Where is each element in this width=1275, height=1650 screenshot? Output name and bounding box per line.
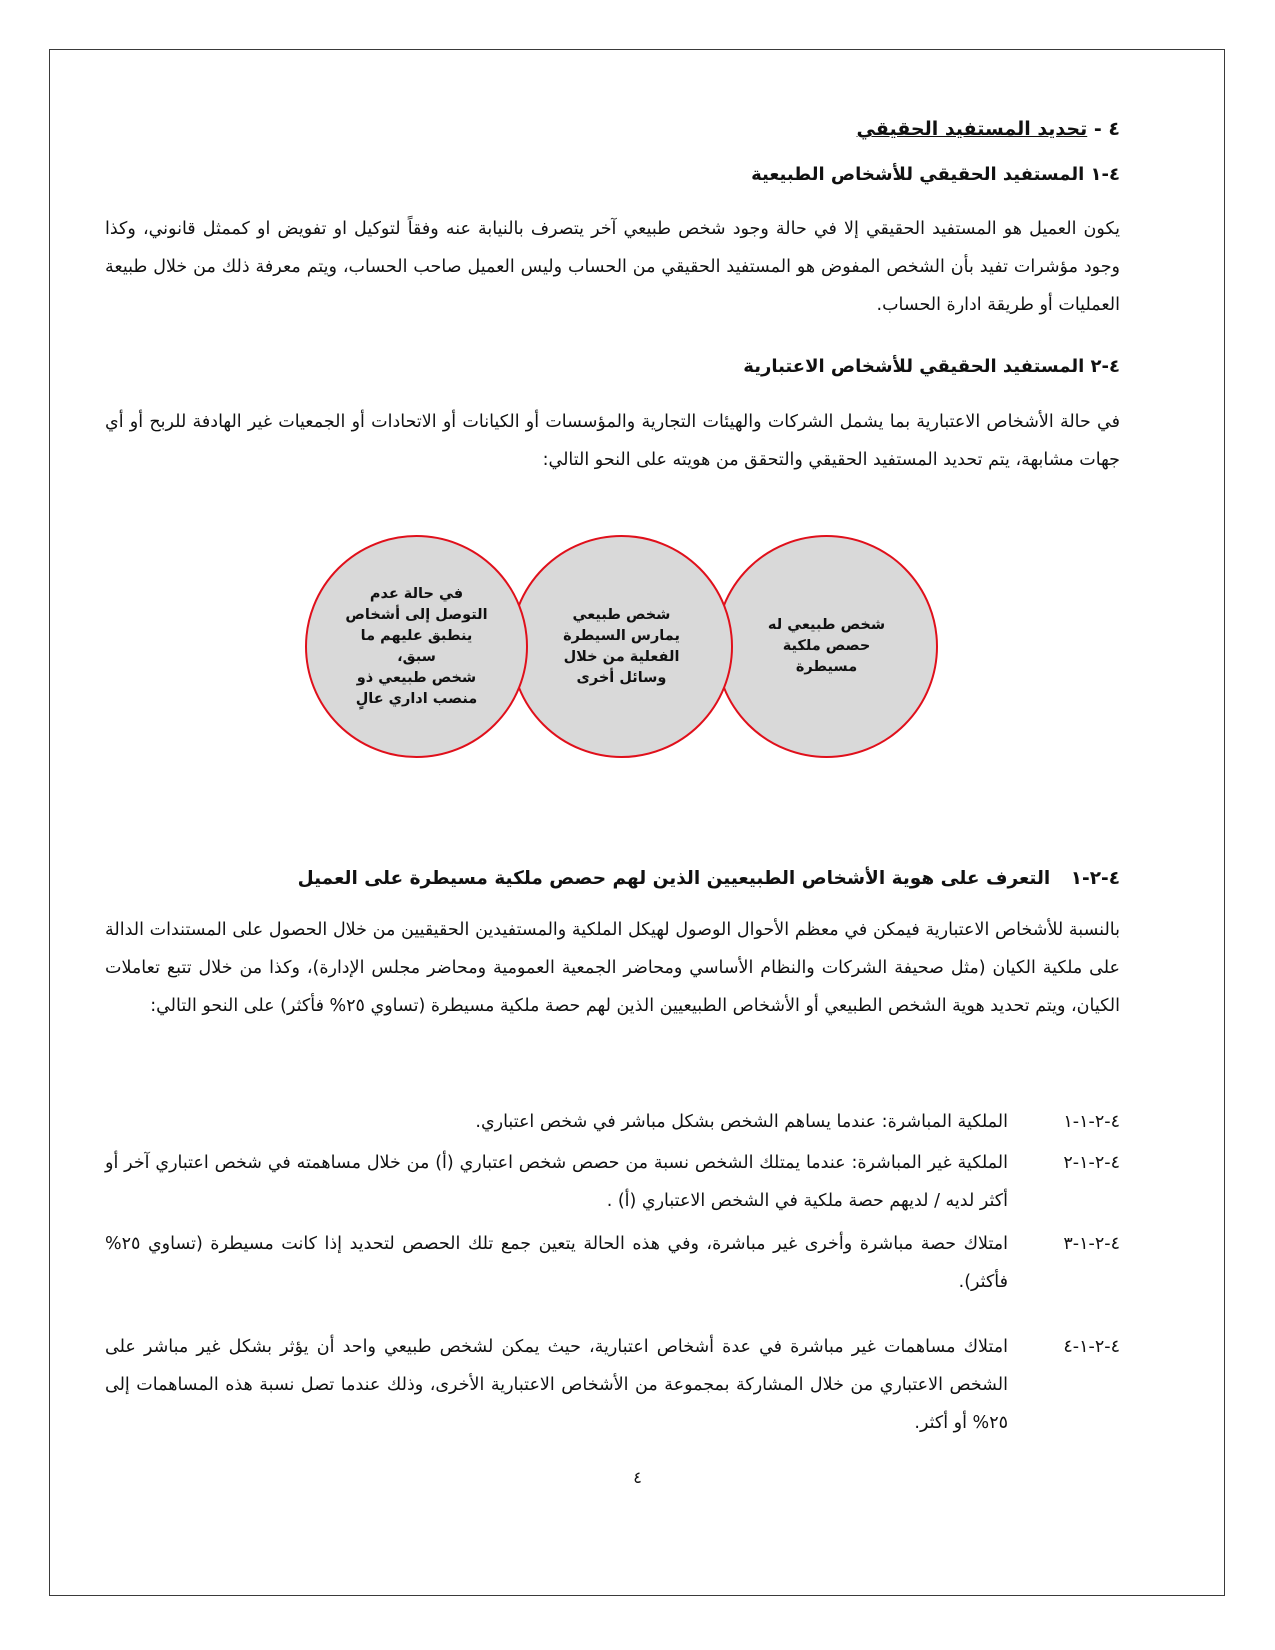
- ownership-heading-number: ٤-٢-١: [1070, 868, 1120, 889]
- natural-persons-paragraph: يكون العميل هو المستفيد الحقيقي إلا في حالة وجود شخص طبيعي آخر يتصرف بالنيابة عنه وفقاً لتوكيل او تفويض او كممثل قانوني، وكذا وجود مؤشرات تفيد بأن الشخص المفوض هو المستفيد الحقيقي من الحساب وليس العميل صاحب الحساب، ويتم معرفة ذلك من خلال طبيعة العمليات أو طريقة ادارة الحساب.: [105, 219, 1120, 315]
- list-item-number: ٤-٢-١-٢: [1063, 1153, 1120, 1173]
- ownership-heading-title: التعرف على هوية الأشخاص الطبيعيين الذين لهم حصص ملكية مسيطرة على العميل: [297, 868, 1051, 889]
- diagram-circle-senior-official: في حالة عدم التوصل إلى أشخاص ينطبق عليهم ما سبق، شخص طبيعي ذو منصب اداري عالٍ: [305, 535, 528, 758]
- ownership-heading: [105, 868, 1120, 889]
- legal-persons-heading: ٤-٢ المستفيد الحقيقي للأشخاص الاعتبارية: [743, 356, 1120, 377]
- list-item: [105, 1225, 1120, 1301]
- diagram-circle-control: شخص طبيعي يمارس السيطرة الفعلية من خلال وسائل أخرى: [510, 535, 733, 758]
- list-item-text: امتلاك حصة مباشرة وأخرى غير مباشرة، وفي هذه الحالة يتعين جمع تلك الحصص لتحديد إذا كانت مسيطرة (تساوي ٢٥% فأكثر).: [105, 1234, 1008, 1292]
- diagram-circle-ownership: شخص طبيعي له حصص ملكية مسيطرة: [715, 535, 938, 758]
- section-heading: [105, 118, 1120, 140]
- section-title: تحديد المستفيد الحقيقي: [856, 118, 1088, 140]
- list-item-text: الملكية غير المباشرة: عندما يمتلك الشخص نسبة من حصص شخص اعتباري (أ) من خلال مساهمته في شخص اعتباري آخر أو أكثر لديه / لديهم حصة ملكية في الشخص الاعتباري (أ) .: [105, 1153, 1008, 1211]
- natural-persons-heading: ٤-١ المستفيد الحقيقي للأشخاص الطبيعية: [751, 164, 1120, 185]
- list-item-text: الملكية المباشرة: عندما يساهم الشخص بشكل مباشر في شخص اعتباري.: [475, 1112, 1008, 1132]
- list-item: [105, 1103, 1120, 1141]
- page-number: ٤: [633, 1468, 642, 1487]
- beneficial-owner-diagram: [298, 535, 938, 770]
- list-item-number: ٤-٢-١-١: [1063, 1112, 1120, 1132]
- ownership-paragraph: بالنسبة للأشخاص الاعتبارية فيمكن في معظم الأحوال الوصول لهيكل الملكية والمستفيدين الحقيقيين من خلال الحصول على المستندات الدالة على ملكية الكيان (مثل صحيفة الشركات والنظام الأساسي ومحاضر الجمعية العمومية ومحاضر مجلس الإدارة)، وكذا من خلال تتبع تعاملات الكيان، ويتم تحديد هوية الشخص الطبيعي أو الأشخاص الطبيعيين الذين لهم حصة ملكية مسيطرة (تساوي ٢٥% فأكثر) على النحو التالي:: [105, 920, 1120, 1016]
- section-number: ٤ -: [1093, 118, 1120, 140]
- list-item: [105, 1328, 1120, 1442]
- list-item-text: امتلاك مساهمات غير مباشرة في عدة أشخاص اعتبارية، حيث يمكن لشخص طبيعي واحد أن يؤثر بشكل غير مباشر على الشخص الاعتباري من خلال المشاركة بمجموعة من الأشخاص الاعتبارية الأخرى، وذلك عندما تصل نسبة هذه المساهمات إلى ٢٥% أو أكثر.: [105, 1337, 1008, 1433]
- list-item-number: ٤-٢-١-٣: [1063, 1234, 1120, 1254]
- list-item: [105, 1144, 1120, 1220]
- list-item-number: ٤-٢-١-٤: [1063, 1337, 1120, 1357]
- legal-persons-paragraph: في حالة الأشخاص الاعتبارية بما يشمل الشركات والهيئات التجارية والمؤسسات أو الكيانات أو الاتحادات أو الجمعيات غير الهادفة للربح أو أي جهات مشابهة، يتم تحديد المستفيد الحقيقي والتحقق من هويته على النحو التالي:: [105, 412, 1120, 470]
